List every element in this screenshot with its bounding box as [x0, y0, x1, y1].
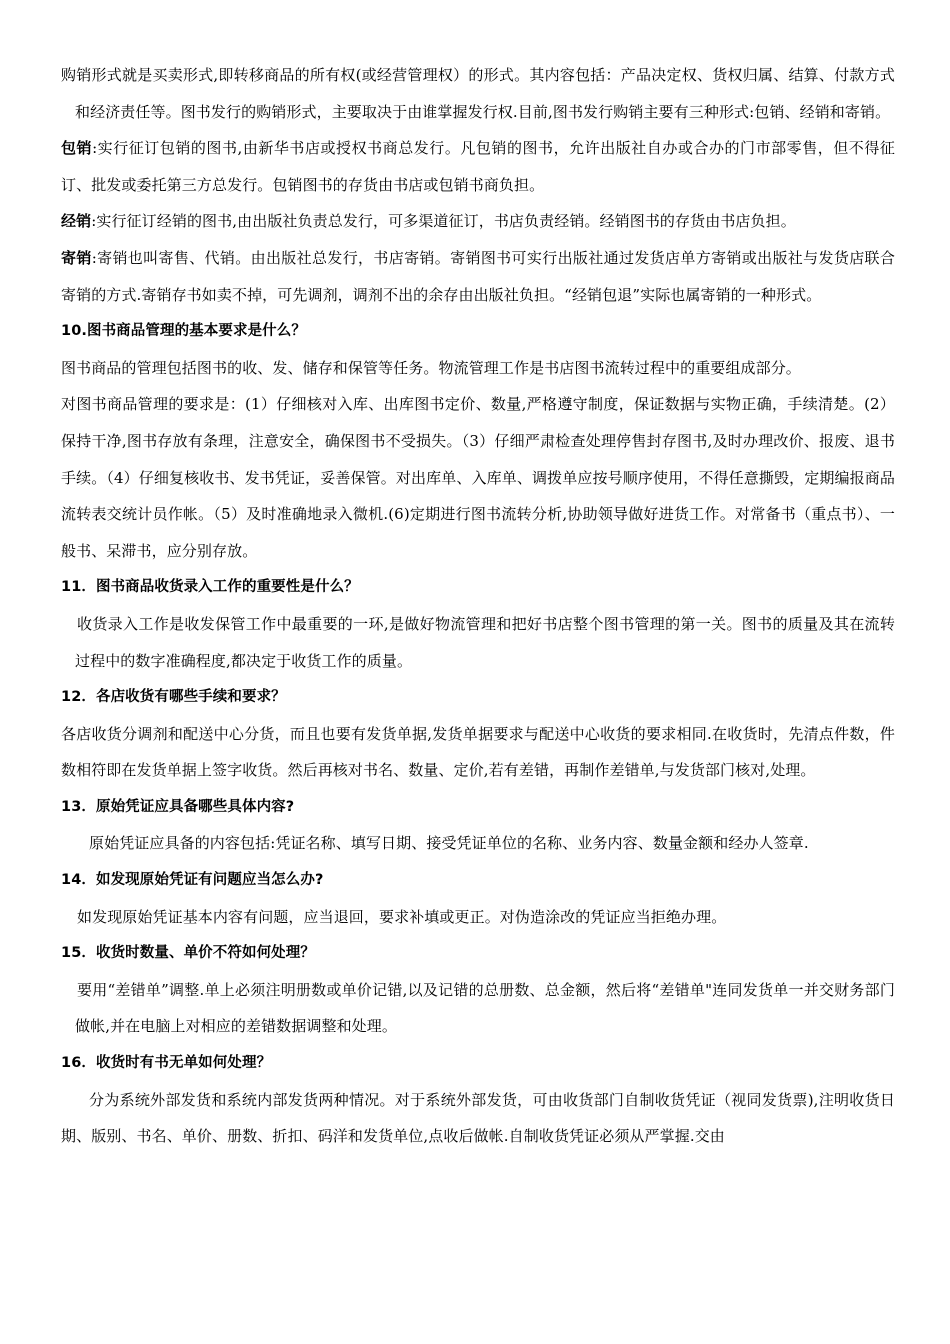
question-heading-12: 12．各店收货有哪些手续和要求？: [61, 689, 286, 706]
question-heading-15: 15．收货时数量、单价不符如何处理？: [61, 945, 315, 962]
question-heading-10: 10.图书商品管理的基本要求是什么？: [61, 323, 306, 340]
term-label: 经销: [61, 212, 92, 231]
paragraph-text: :实行征订包销的图书,由新华书店或授权书商总发行。凡包销的图书，允许出版社自办或合办的门市部零售，但不得征订、批发或委托第三方总发行。包销图书的存货由书店或包销书商负担。: [61, 139, 895, 194]
paragraph-jixiao: [61, 240, 895, 313]
paragraph-answer-14: 如发现原始凭证基本内容有问题，应当退回，要求补填或更正。对伪造涂改的凭证应当拒绝办理。: [77, 907, 727, 926]
question-heading-16: 16．收货时有书无单如何处理？: [61, 1055, 272, 1072]
question-heading-13: 13．原始凭证应具备哪些具体内容?: [61, 798, 295, 815]
term-label: 包销: [61, 139, 93, 158]
paragraph-jingxiao: [61, 203, 895, 240]
paragraph-answer-10a: 图书商品的管理包括图书的收、发、储存和保管等任务。物流管理工作是书店图书流转过程中的重要组成部分。: [61, 358, 801, 377]
paragraph-text: :实行征订经销的图书,由出版社负责总发行，可多渠道征订，书店负责经销。经销图书的存货由书店负担。: [91, 212, 796, 231]
paragraph-text: 购销形式就是买卖形式,即转移商品的所有权(或经营管理权）的形式。其内容包括：产品决定权、货权归属、结算、付款方式和经济责任等。图书发行的购销形式，主要取决于由谁掌握发行权.目前,图书发行购销主要有三种形式:包销、经销和寄销。: [61, 66, 895, 121]
paragraph-answer-10b: 对图书商品管理的要求是：(1）仔细核对入库、出库图书定价、数量,严格遵守制度，保证数据与实物正确，手续清楚。(2）保持干净,图书存放有条理，注意安全，确保图书不受损失。（3）仔细严肃检查处理停售封存图书,及时办理改价、报废、退书手续。（4）仔细复核收书、发书凭证，妥善保管。对出库单、入库单、调拨单应按号顺序使用，不得任意撕毁，定期编报商品流转表交统计员作帐。（5）及时准确地录入微机.(6)定期进行图书流转分析,协助领导做好进货工作。对常备书（重点书）、一般书、呆滞书，应分别存放。: [61, 395, 895, 560]
paragraph-answer-11: 收货录入工作是收发保管工作中最重要的一环,是做好物流管理和把好书店整个图书管理的第一关。图书的质量及其在流转过程中的数字准确程度,都决定于收货工作的质量。: [75, 614, 895, 670]
paragraph-answer-12: 各店收货分调剂和配送中心分货，而且也要有发货单据,发货单据要求与配送中心收货的要求相同.在收货时，先清点件数，件数相符即在发货单据上签字收货。然后再核对书名、数量、定价,若有差错，再制作差错单,与发货部门核对,处理。: [61, 724, 895, 780]
paragraph-purchase-forms: [61, 57, 895, 130]
paragraph-answer-16: 分为系统外部发货和系统内部发货两种情况。对于系统外部发货，可由收货部门自制收货凭证（视同发货票),注明收货日期、版别、书名、单价、册数、折扣、码洋和发货单位,点收后做帐.自制收货凭证必须从严掌握.交由: [61, 1090, 895, 1146]
term-label: 寄销: [61, 248, 92, 267]
paragraph-answer-15: 要用“差错单”调整.单上必须注明册数或单价记错,以及记错的总册数、总金额，然后将“差错单"连同发货单一并交财务部门做帐,并在电脑上对相应的差错数据调整和处理。: [75, 980, 895, 1036]
document-body: [61, 57, 895, 1155]
paragraph-text: :寄销也叫寄售、代销。由出版社总发行，书店寄销。寄销图书可实行出版社通过发货店单方寄销或出版社与发货店联合寄销的方式.寄销存书如卖不掉，可先调剂，调剂不出的余存由出版社负担。“经销包退”实际也属寄销的一种形式。: [61, 248, 896, 304]
paragraph-answer-13: 原始凭证应具备的内容包括:凭证名称、填写日期、接受凭证单位的名称、业务内容、数量金额和经办人签章.: [89, 834, 809, 853]
question-heading-11: 11．图书商品收货录入工作的重要性是什么？: [61, 579, 359, 596]
question-heading-14: 14．如发现原始凭证有问题应当怎么办?: [61, 872, 324, 889]
paragraph-baoxiao: [61, 130, 895, 203]
